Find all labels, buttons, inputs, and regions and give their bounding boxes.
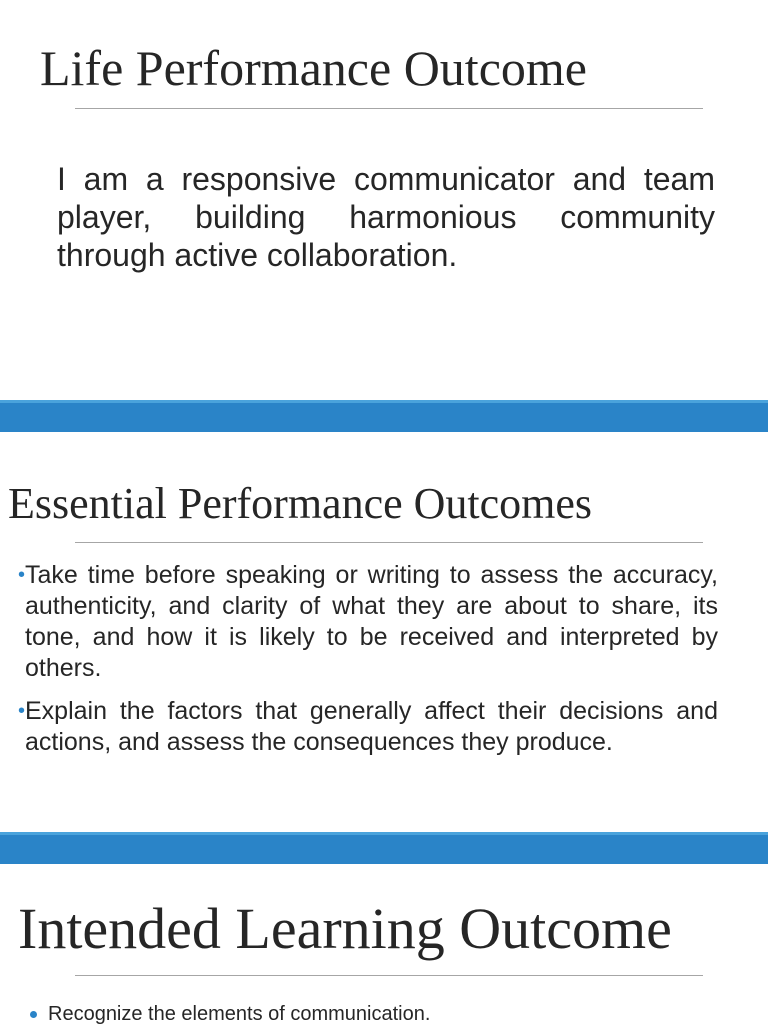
slide-divider-band bbox=[0, 400, 768, 432]
title-underline bbox=[75, 542, 703, 543]
divider-highlight-strip bbox=[0, 832, 768, 835]
slide-title: Essential Performance Outcomes bbox=[8, 479, 593, 528]
slide-essential-performance-outcomes bbox=[0, 432, 768, 832]
slide-intended-learning-outcome bbox=[0, 864, 768, 1024]
slide-life-performance-outcome bbox=[0, 0, 768, 400]
list-item-text: Take time before speaking or writing to assess the accuracy, authenticity, and clarity of what they are about to share, its tone, and how it is likely to be received and interpreted by others. bbox=[25, 561, 718, 682]
slide-body-text: I am a responsive communicator and team player, building harmonious community through active collaboration. bbox=[57, 161, 715, 273]
list-item-text: Explain the factors that generally affect their decisions and actions, and assess the consequences they produce. bbox=[25, 697, 718, 756]
bullet-icon bbox=[30, 1011, 37, 1018]
list-item-text: Recognize the elements of communication. bbox=[48, 1003, 431, 1024]
bullet-icon: • bbox=[18, 700, 26, 722]
bullet-list bbox=[30, 1002, 430, 1024]
list-item bbox=[18, 696, 718, 758]
divider-highlight-strip bbox=[0, 400, 768, 403]
bullet-icon: • bbox=[18, 564, 26, 586]
slide-title: Life Performance Outcome bbox=[40, 40, 587, 96]
title-underline bbox=[75, 108, 703, 109]
slide-title: Intended Learning Outcome bbox=[18, 896, 672, 961]
list-item bbox=[18, 560, 718, 684]
slide-divider-band bbox=[0, 832, 768, 864]
title-underline bbox=[75, 975, 703, 976]
list-item bbox=[30, 1002, 430, 1024]
bullet-list bbox=[18, 560, 718, 770]
